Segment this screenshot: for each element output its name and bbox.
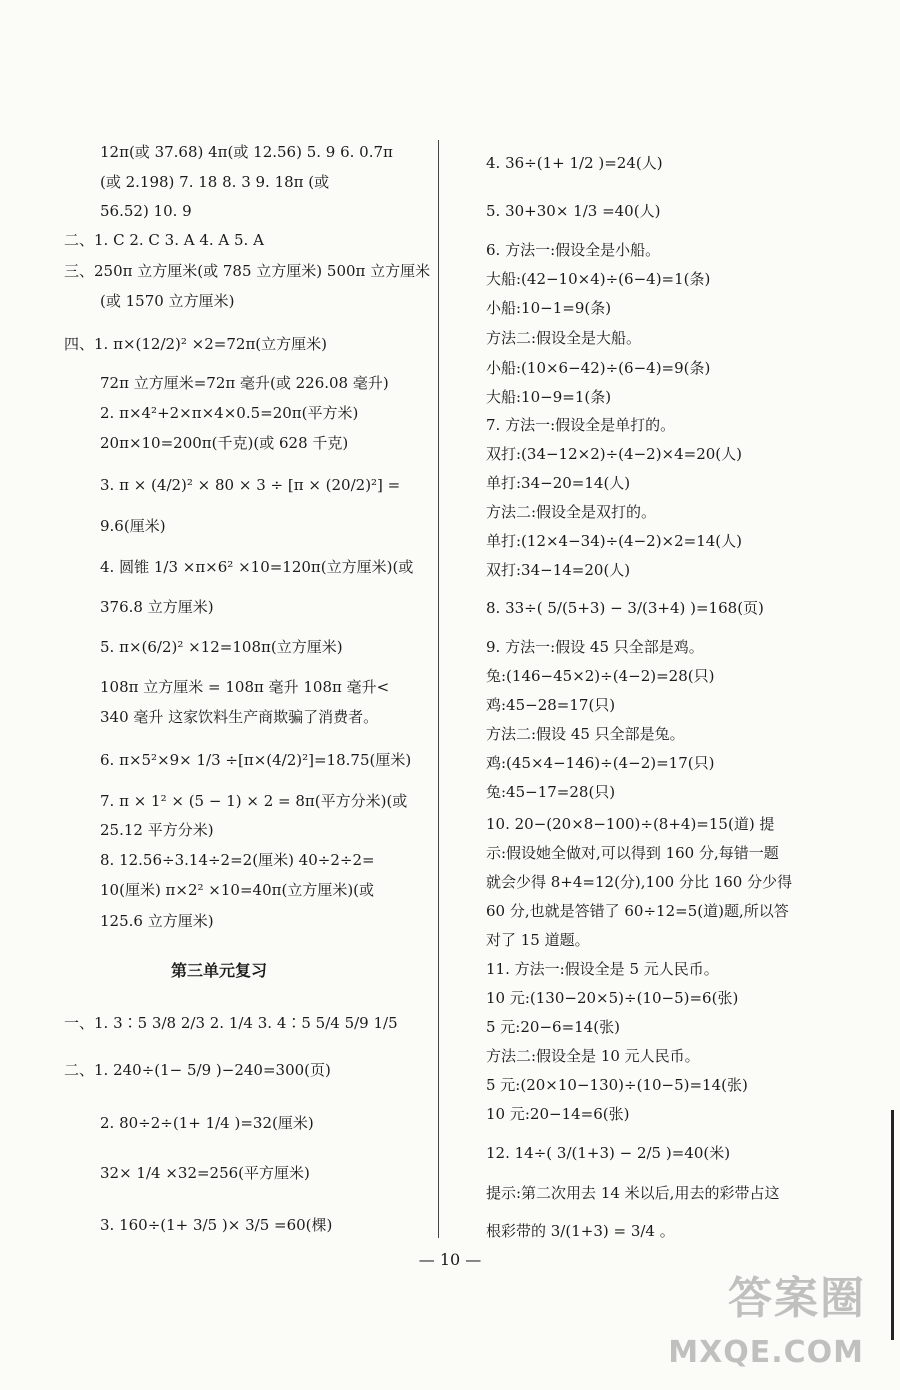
text-line: 一、1. 3∶5 3/8 2/3 2. 1/4 3. 4∶5 5/4 5/9 1/5 [64,1014,398,1032]
text-line: 10 元:(130−20×5)÷(10−5)=6(张) [486,989,739,1007]
text-line: 大船:10−9=1(条) [486,388,612,406]
text-line: 5 元:(20×10−130)÷(10−5)=14(张) [486,1076,748,1094]
text-line: 三、250π 立方厘米(或 785 立方厘米) 500π 立方厘米 [64,262,431,280]
text-line: 125.6 立方厘米) [100,912,214,930]
text-line: 10 元:20−14=6(张) [486,1105,630,1123]
text-line: 376.8 立方厘米) [100,598,214,616]
text-line: 鸡:(45×4−146)÷(4−2)=17(只) [486,754,715,772]
text-line: 72π 立方厘米=72π 毫升(或 226.08 毫升) [100,374,389,392]
text-line: 就会少得 8+4=12(分),100 分比 160 分少得 [486,873,793,891]
text-line: 3. 160÷(1+ 3/5 )× 3/5 =60(棵) [100,1216,333,1234]
text-line: 4. 36÷(1+ 1/2 )=24(人) [486,154,663,172]
watermark-url: MXQE.COM [668,1335,864,1370]
text-line: 56.52) 10. 9 [100,202,192,220]
text-line: 双打:34−14=20(人) [486,561,631,579]
text-line: 4. 圆锥 1/3 ×π×6² ×10=120π(立方厘米)(或 [100,558,414,576]
text-line: 示:假设她全做对,可以得到 160 分,每错一题 [486,844,779,862]
text-line: 兔:(146−45×2)÷(4−2)=28(只) [486,667,715,685]
section-title: 第三单元复习 [170,961,267,980]
text-line: 5. π×(6/2)² ×12=108π(立方厘米) [100,638,343,656]
text-line: 25.12 平方分米) [100,821,214,839]
text-line: 20π×10=200π(千克)(或 628 千克) [100,434,349,452]
text-line: 8. 33÷( 5/(5+3) − 3/(3+4) )=168(页) [486,599,764,617]
text-line: 2. 80÷2÷(1+ 1/4 )=32(厘米) [100,1114,314,1132]
text-line: 小船:(10×6−42)÷(6−4)=9(条) [486,359,711,377]
text-line: 12. 14÷( 3/(1+3) − 2/5 )=40(米) [486,1144,731,1162]
text-line: 2. π×4²+2×π×4×0.5=20π(平方米) [100,404,359,422]
text-line: 9. 方法一:假设 45 只全部是鸡。 [486,638,704,656]
text-line: 单打:34−20=14(人) [486,474,631,492]
text-line: 二、1. 240÷(1− 5/9 )−240=300(页) [64,1061,331,1079]
text-line: 32× 1/4 ×32=256(平方厘米) [100,1164,310,1182]
watermark-logo [668,1272,886,1382]
text-line: 鸡:45−28=17(只) [486,696,616,714]
text-line: 7. 方法一:假设全是单打的。 [486,416,676,434]
text-line: 60 分,也就是答错了 60÷12=5(道)题,所以答 [486,902,789,920]
text-line: 12π(或 37.68) 4π(或 12.56) 5. 9 6. 0.7π [100,143,393,161]
text-line: 二、1. C 2. C 3. A 4. A 5. A [64,231,264,249]
page-edge-shadow [891,1110,894,1340]
text-line: (或 2.198) 7. 18 8. 3 9. 18π (或 [100,173,330,191]
text-line: 小船:10−1=9(条) [486,299,612,317]
text-line: 5. 30+30× 1/3 =40(人) [486,202,661,220]
text-line: 对了 15 道题。 [486,931,590,949]
text-line: 11. 方法一:假设全是 5 元人民币。 [486,960,719,978]
text-line: 大船:(42−10×4)÷(6−4)=1(条) [486,270,711,288]
text-line: 兔:45−17=28(只) [486,783,616,801]
text-line: 8. 12.56÷3.14÷2=2(厘米) 40÷2÷2= [100,851,375,869]
text-line: 方法二:假设全是双打的。 [486,503,657,521]
text-line: 10(厘米) π×2² ×10=40π(立方厘米)(或 [100,881,375,899]
text-line: 108π 立方厘米 = 108π 毫升 108π 毫升< [100,678,390,696]
text-line: 方法二:假设全是 10 元人民币。 [486,1047,700,1065]
text-line: 方法二:假设 45 只全部是兔。 [486,725,685,743]
text-line: 7. π × 1² × (5 − 1) × 2 = 8π(平方分米)(或 [100,792,408,810]
text-line: 6. π×5²×9× 1/3 ÷[π×(4/2)²]=18.75(厘米) [100,751,412,769]
text-line: 3. π × (4/2)² × 80 × 3 ÷ [π × (20/2)²] = [100,476,401,494]
text-line: 四、1. π×(12/2)² ×2=72π(立方厘米) [64,335,328,353]
watermark-text: 答案圈 [728,1273,866,1324]
text-line: 提示:第二次用去 14 米以后,用去的彩带占这 [486,1184,780,1202]
text-line: 双打:(34−12×2)÷(4−2)×4=20(人) [486,445,743,463]
text-line: 方法二:假设全是大船。 [486,329,642,347]
text-line: 10. 20−(20×8−100)÷(8+4)=15(道) 提 [486,815,775,833]
text-line: 340 毫升 这家饮料生产商欺骗了消费者。 [100,708,379,726]
text-line: 单打:(12×4−34)÷(4−2)×2=14(人) [486,532,743,550]
text-line: 根彩带的 3/(1+3) = 3/4 。 [486,1222,675,1240]
text-line: 5 元:20−6=14(张) [486,1018,620,1036]
text-line: 6. 方法一:假设全是小船。 [486,241,661,259]
column-divider [438,140,439,1238]
text-line: (或 1570 立方厘米) [100,292,235,310]
text-line: 9.6(厘米) [100,517,166,535]
page-number: — 10 — [418,1250,482,1269]
